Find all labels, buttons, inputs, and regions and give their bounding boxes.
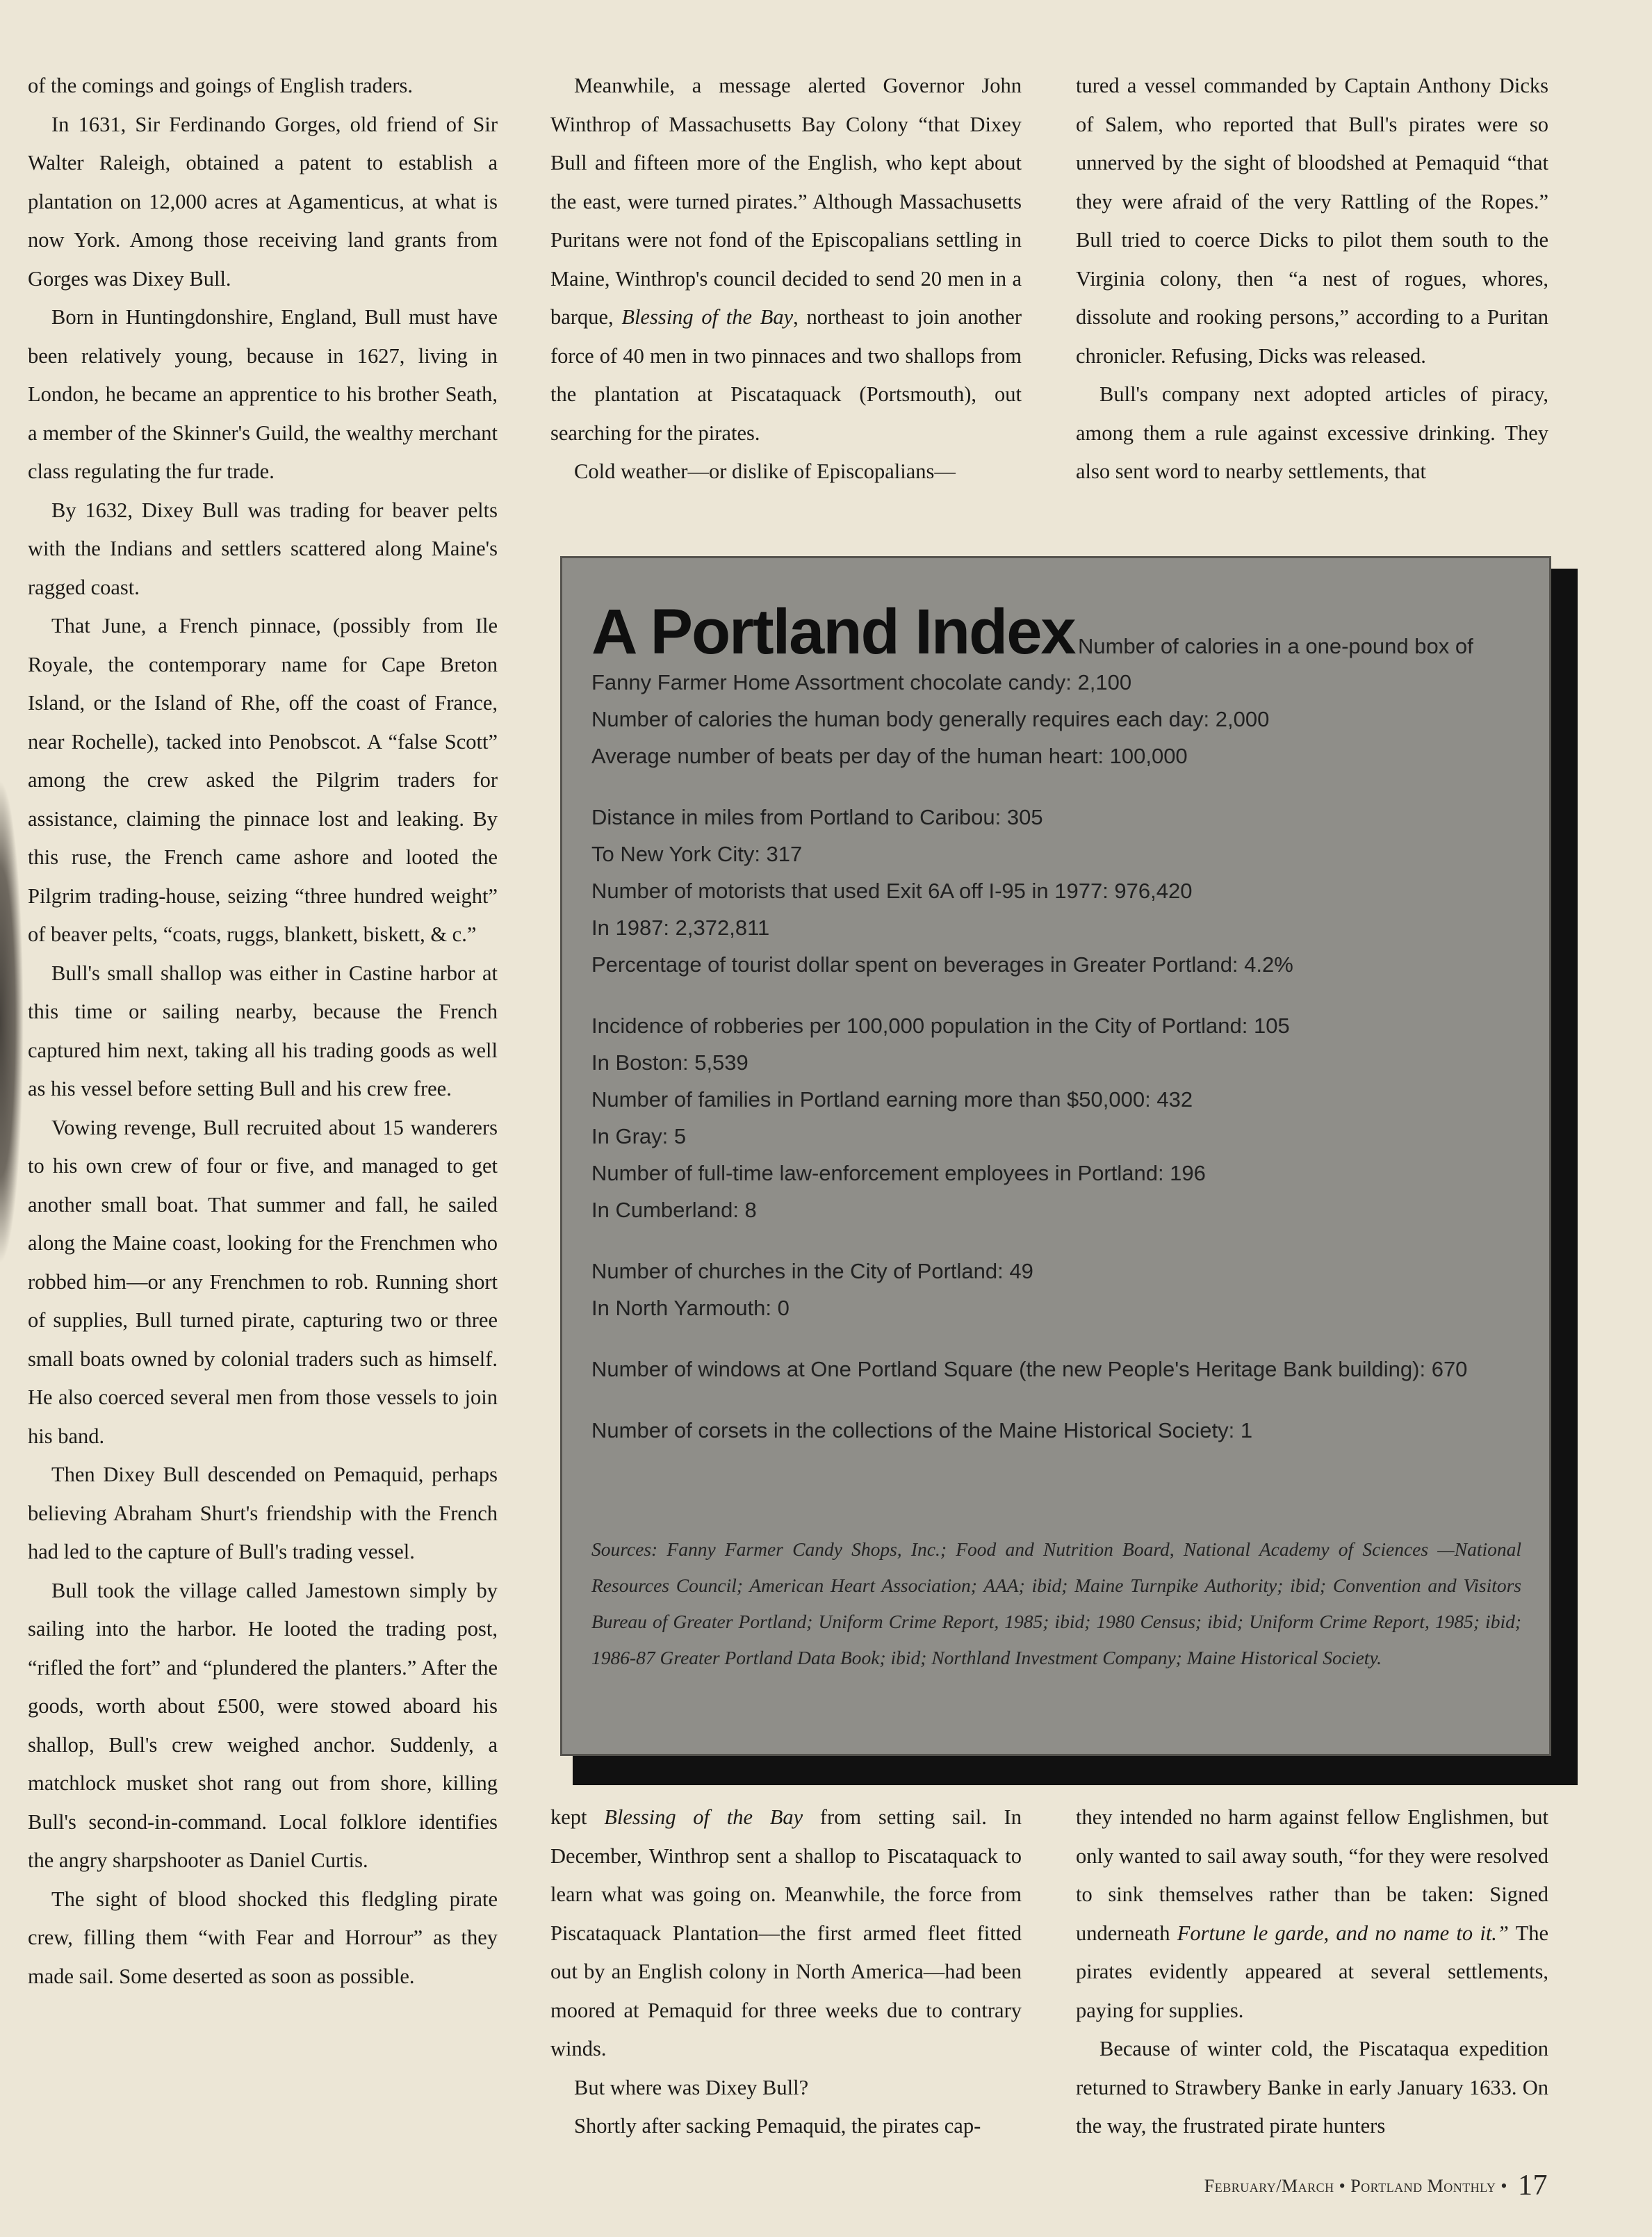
paragraph: Meanwhile, a message alerted Governor John Winthrop of Massachusetts Bay Colony “that Dixey Bull and fifteen more of the English, who kept about the east, were turned pirates.” Although Massachusetts Puritans were not fond of the Episcopalians settling in Maine, Winthrop's council decided to send 20 men in a barque, Blessing of the Bay, northeast to join another force of 40 men in two pinnaces and two shallops from the plantation at Piscataquack (Portsmouth), out searching for the pirates. xyxy=(550,74,1022,445)
article-column-1 xyxy=(28,67,498,1996)
stat-group xyxy=(591,799,1528,983)
index-stat: Average number of beats per day of the human heart: 100,000 xyxy=(591,744,1188,768)
index-sources: Sources: Fanny Farmer Candy Shops, Inc.; Food and Nutrition Board, National Academy of Sciences —National Resources Council; American Heart Association; AAA; ibid; Maine Turnpike Authority; ibid; Convention and Visitors Bureau of Greater Portland; Uniform Crime Report, 1985; ibid; 1980 Census; ibid; Uniform Crime Report, 1985; ibid; 1986-87 Greater Portland Data Book; ibid; Northland Investment Company; Maine Historical Society. xyxy=(591,1538,1521,1668)
quote-italic: Fortune le garde, and no name to it.” xyxy=(1177,1921,1509,1945)
article-column-2-bottom xyxy=(550,1798,1022,2146)
index-stat: In North Yarmouth: 0 xyxy=(591,1296,790,1320)
stat-group xyxy=(591,1253,1528,1326)
paragraph: Bull took the village called Jamestown simply by sailing into the harbor. He looted the trading post, “rifled the fort” and “plundered the planters.” After the goods, worth about £500, were stowed aboard his shallop, Bull's crew weighed anchor. Suddenly, a matchlock musket shot rang out from shore, killing Bull's second-in-command. Local folklore identifies the angry sharpshooter as Daniel Curtis. xyxy=(28,1578,498,1872)
stat-group xyxy=(591,664,1528,774)
page-number: 17 xyxy=(1518,2170,1548,2202)
bullet-separator: • xyxy=(1339,2176,1346,2196)
paragraph: The sight of blood shocked this fledgling pirate crew, filling them “with Fear and Horrour” as they made sail. Some deserted as soon as possible. xyxy=(28,1887,498,1988)
stat-group xyxy=(591,1007,1528,1228)
ship-name: Blessing of the Bay xyxy=(604,1805,803,1829)
paragraph: tured a vessel commanded by Captain Anthony Dicks of Salem, who reported that Bull's pirates were so unnerved by the sight of bloodshed at Pemaquid “that they were afraid of the very Rattling of the Ropes.” Bull tried to coerce Dicks to pilot them south to the Virginia colony, then “a nest of rogues, whores, dissolute and rooking persons,” according to a Puritan chronicler. Refusing, Dicks was released. xyxy=(1076,74,1548,368)
index-title: A Portland Index xyxy=(591,596,1075,667)
paragraph: Because of winter cold, the Piscataqua expedition returned to Strawbery Banke in early January 1633. On the way, the frustrated pirate hunters xyxy=(1076,2037,1548,2138)
paragraph: Then Dixey Bull descended on Pemaquid, perhaps believing Abraham Shurt's friendship with the French had led to the capture of Bull's trading vessel. xyxy=(28,1463,498,1563)
index-stat: To New York City: 317 xyxy=(591,842,803,866)
paragraph: In 1631, Sir Ferdinando Gorges, old friend of Sir Walter Raleigh, obtained a patent to establish a plantation on 12,000 acres at Agamenticus, at what is now York. Among those receiving land grants from Gorges was Dixey Bull. xyxy=(28,112,498,291)
paragraph: Cold weather—or dislike of Episcopalians— xyxy=(574,459,956,483)
index-stat: Percentage of tourist dollar spent on beverages in Greater Portland: 4.2% xyxy=(591,952,1293,977)
index-stat: In Boston: 5,539 xyxy=(591,1050,749,1075)
article-column-3-top xyxy=(1076,67,1548,491)
stat-group xyxy=(591,1351,1528,1388)
index-stat: Number of windows at One Portland Square (the new People's Heritage Bank building): 670 xyxy=(591,1357,1468,1381)
paragraph: Bull's small shallop was either in Castine harbor at this time or sailing nearby, because the French captured him next, taking all his trading goods as well as his vessel before setting Bull and his crew free. xyxy=(28,961,498,1100)
index-stat: Number of families in Portland earning more than $50,000: 432 xyxy=(591,1087,1193,1112)
article-column-3-bottom xyxy=(1076,1798,1548,2146)
paragraph: Bull's company next adopted articles of piracy, among them a rule against excessive drinking. They also sent word to nearby settlements, that xyxy=(1076,382,1548,483)
index-stats xyxy=(591,664,1528,1473)
index-stat: Number of calories the human body generally requires each day: 2,000 xyxy=(591,707,1270,731)
index-stat: Number of motorists that used Exit 6A off I-95 in 1977: 976,420 xyxy=(591,879,1193,903)
index-stat: In 1987: 2,372,811 xyxy=(591,916,770,940)
index-stat: Distance in miles from Portland to Caribou: 305 xyxy=(591,805,1043,829)
paragraph: By 1632, Dixey Bull was trading for beaver pelts with the Indians and settlers scattered along Maine's ragged coast. xyxy=(28,498,498,599)
article-column-2-top xyxy=(550,67,1022,491)
index-stat: In Gray: 5 xyxy=(591,1124,687,1148)
bullet-separator: • xyxy=(1500,2176,1507,2196)
paragraph: Shortly after sacking Pemaquid, the pirates cap- xyxy=(574,2114,981,2138)
index-stat: Number of full-time law-enforcement employees in Portland: 196 xyxy=(591,1161,1206,1185)
paragraph: Born in Huntingdonshire, England, Bull must have been relatively young, because in 1627, living in London, he became an apprentice to his brother Seath, a member of the Skinner's Guild, the wealthy merchant class regulating the fur trade. xyxy=(28,305,498,483)
scan-thumb-shadow xyxy=(0,779,24,1265)
index-stat: Number of corsets in the collections of the Maine Historical Society: 1 xyxy=(591,1418,1253,1442)
footer-magazine: Portland Monthly xyxy=(1350,2176,1496,2196)
footer-issue: February/March xyxy=(1204,2176,1334,2196)
index-stat: Incidence of robberies per 100,000 population in the City of Portland: 105 xyxy=(591,1014,1290,1038)
paragraph: they intended no harm against fellow Englishmen, but only wanted to sail away south, “for they were resolved to sink themselves rather than be taken: Signed underneath Fortune le garde, and no name to it.” The pirates evidently appeared at several settlements, paying for supplies. xyxy=(1076,1805,1549,2022)
paragraph: of the comings and goings of English traders. xyxy=(28,74,413,97)
index-stat: Fanny Farmer Home Assortment chocolate candy: 2,100 xyxy=(591,670,1132,694)
index-stat: Number of calories in a one-pound box of xyxy=(1078,634,1473,658)
portland-index-box xyxy=(560,556,1551,1756)
index-stat: Number of churches in the City of Portland: 49 xyxy=(591,1259,1033,1283)
paragraph: Vowing revenge, Bull recruited about 15 wanderers to his own crew of four or five, and managed to get another small boat. That summer and fall, he sailed along the Maine coast, looking for the Frenchmen who robbed him—or any Frenchmen to rob. Running short of supplies, Bull turned pirate, capturing two or three small boats owned by colonial traders such as himself. He also coerced several men from those vessels to join his band. xyxy=(28,1115,498,1448)
index-stat: In Cumberland: 8 xyxy=(591,1198,757,1222)
paragraph: But where was Dixey Bull? xyxy=(574,2075,809,2099)
paragraph: kept Blessing of the Bay from setting sail. In December, Winthrop sent a shallop to Piscataquack to learn what was going on. Meanwhile, the force from Piscataquack Plantation—the first armed fleet fitted out by an English colony in North America—had been moored at Pemaquid for three weeks due to contrary winds. xyxy=(550,1805,1022,2060)
paragraph: That June, a French pinnace, (possibly from Ile Royale, the contemporary name for Cape Breton Island, or the Island of Rhe, off the coast of France, near Rochelle), tacked into Penobscot. A “false Scott” among the crew asked the Pilgrim traders for assistance, claiming the pinnace lost and leaking. By this ruse, the French came ashore and looted the Pilgrim trading-house, seizing “three hundred weight” of beaver pelts, “coats, ruggs, blankett, biskett, & c.” xyxy=(28,614,498,946)
page-footer xyxy=(1204,2169,1548,2202)
stat-group xyxy=(591,1412,1528,1449)
index-header xyxy=(591,596,1528,667)
ship-name: Blessing of the Bay xyxy=(621,305,794,329)
